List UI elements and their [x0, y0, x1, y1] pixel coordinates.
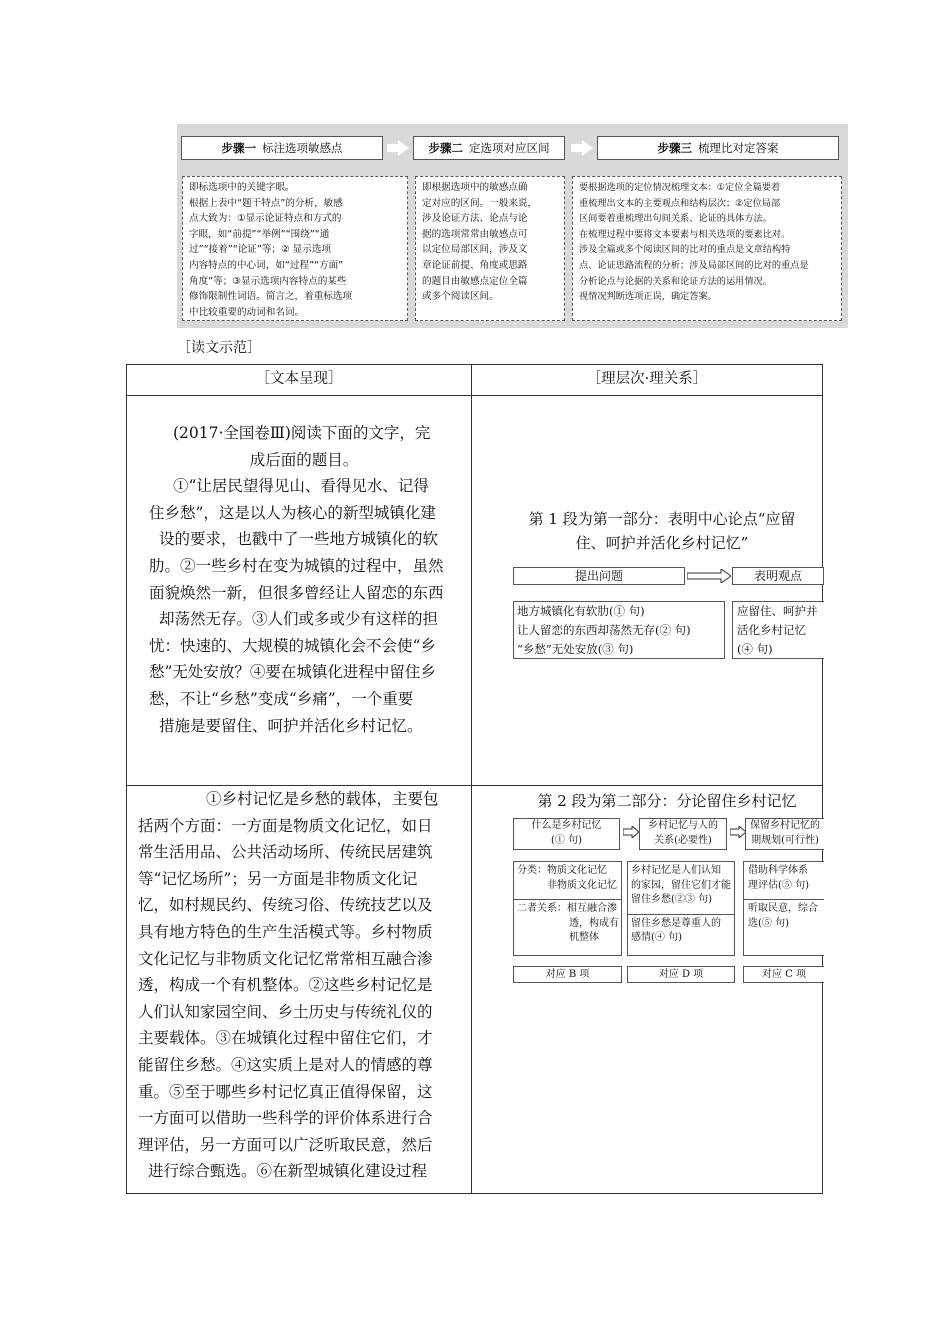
step2-header — [413, 136, 565, 160]
passage-line: (2017·全国卷Ⅲ)阅读下面的文字，完 — [173, 424, 431, 442]
box-line: 机整体 — [569, 932, 599, 943]
step2-title: 定选项对应区间 — [469, 141, 550, 155]
step3-body — [572, 176, 842, 321]
passage-line: 忧：快速的、大规模的城镇化会不会使“乡 — [149, 636, 436, 655]
option-c-box: 对应 C 项 — [743, 966, 824, 983]
passage-line: 进行综合甄选。⑥在新型城镇化建设过程 — [148, 1162, 428, 1181]
box-line: 留住乡愁(②③ 句) — [631, 894, 712, 905]
step1-line: 点大致为：①显示论证特点和方式的 — [189, 213, 342, 225]
raise-question-box: 提出问题 — [513, 567, 685, 585]
what-is-memory-box — [513, 818, 620, 850]
passage-line: 成后面的题目。 — [249, 450, 359, 469]
box-line: 的家园，留住它们才能 — [631, 879, 731, 891]
arrow-right-icon — [571, 140, 593, 156]
passage-line: 常生活用品、公共活动场所、传统民居建筑 — [138, 843, 433, 862]
step2-line: 的题目由敏感点定位全篇 — [422, 275, 528, 287]
arrow-right-icon — [687, 569, 731, 579]
box-line: (① 句) — [551, 834, 582, 846]
step1-line: 内容特点的中心词，如“过程”“方面” — [189, 259, 344, 271]
box-line: 非物质文化记忆 — [547, 879, 617, 891]
view-line: 应留住、呵护并 — [737, 604, 818, 618]
step3-line: 涉及全篇或多个阅读区间的比对的重点是文章结构特 — [579, 244, 791, 256]
box-line: 关系(必要性) — [654, 834, 712, 846]
row-divider — [127, 395, 822, 396]
step2-line: 章论证前提、角度或思路 — [422, 259, 528, 271]
part2-summary: 第 2 段为第二部分：分论留住乡村记忆 — [537, 792, 797, 810]
step2-line: 以定位局部区间，涉及文 — [422, 244, 528, 256]
summary-line: 第 1 段为第一部分：表明中心论点“应留 — [528, 510, 796, 528]
reading-table — [126, 364, 823, 1194]
col1-header: ［文本呈现］ — [255, 371, 343, 387]
memory-meaning-box — [627, 861, 735, 956]
step3-line: 要根据选项的定位情况梳理文本：①定位全篇要着 — [579, 182, 781, 193]
step1-line: 根据上表中“题干特点”的分析，敏感 — [189, 197, 343, 209]
step2-line: 据的选项常常由敏感点可 — [422, 228, 528, 240]
planning-box — [745, 818, 824, 850]
box-line: 什么是乡村记忆 — [531, 820, 602, 831]
arrow-right-icon — [387, 140, 409, 156]
step1-tag: 步骤一 — [221, 141, 256, 155]
step2-line: 或多个阅读区间。 — [422, 291, 499, 303]
passage-line: 忆，如村规民约、传统习俗、传统技艺以及 — [138, 896, 433, 915]
step3-header — [597, 136, 839, 160]
step1-line: 修饰限制性词语。简言之，着重标选项 — [189, 291, 353, 303]
step1-line: 中比较重要的动词和名词。 — [189, 306, 305, 318]
example-label: ［读文示范］ — [177, 340, 261, 356]
passage-line: 透，构成一个有机整体。②这些乡村记忆是 — [138, 976, 433, 995]
problem-line: 地方城镇化有软肋(① 句) — [517, 604, 645, 618]
col2-header: ［理层次·理关系］ — [586, 371, 708, 387]
box-line: 期规划(可行性) — [751, 834, 819, 846]
passage-paragraph-2 — [138, 786, 460, 1185]
option-d-box: 对应 D 项 — [627, 966, 735, 983]
passage-paragraph-1 — [149, 420, 459, 739]
passage-line: 却荡然无存。③人们或多或少有这样的担 — [159, 610, 439, 629]
option-b-box: 对应 B 项 — [513, 966, 622, 983]
box-line: 理评估(⑤ 句) — [748, 879, 809, 891]
step3-line: 点、论证思路流程的分析；涉及局部区间的比对的重点是 — [579, 259, 809, 271]
passage-line: 肋。②一些乡村在变为城镇的过程中，虽然 — [149, 556, 444, 575]
step1-line: 过”“接着”“论证”等；② 显示选项 — [189, 244, 332, 256]
evaluation-box — [743, 861, 824, 956]
step3-line: 在梳理过程中要将文本要素与相关选项的要素比对。 — [579, 228, 791, 240]
part1-summary — [502, 507, 822, 555]
state-view-box: 表明观点 — [732, 567, 824, 585]
step3-title: 梳理比对定答案 — [698, 141, 779, 155]
passage-line: 重。⑤至于哪些乡村记忆真正值得保留，这 — [138, 1082, 433, 1101]
step2-line: 定对应的区间。一般来说， — [422, 197, 538, 209]
passage-line: 主要载体。③在城镇化过程中留住它们，才 — [138, 1029, 433, 1048]
view-line: (④ 句) — [737, 642, 773, 656]
passage-line: 一方面可以借助一些科学的评价体系进行合 — [138, 1109, 433, 1128]
steps-banner — [177, 124, 848, 328]
box-line: 透，构成有 — [569, 917, 619, 929]
problem-line: 让人留恋的东西却荡然无存(② 句) — [517, 623, 691, 637]
passage-line: 住乡愁”，这是以人为核心的新型城镇化建 — [149, 503, 436, 522]
arrow-right-icon — [730, 826, 746, 836]
step1-body — [182, 176, 408, 321]
step3-line: 分析论点与论据的关系和论证方法的运用情况。 — [579, 275, 772, 287]
step1-line: 角度”等；③显示选项内容特点的某些 — [189, 275, 347, 287]
step2-line: 涉及论证方法、论点与论 — [422, 213, 528, 225]
step2-line: 即根据选项中的敏感点确 — [422, 182, 528, 193]
passage-line: 理评估，另一方面可以广泛听取民意，然后 — [138, 1135, 433, 1154]
passage-line: 措施是要留住、呵护并活化乡村记忆。 — [159, 716, 423, 735]
box-line: 听取民意，综合 — [748, 903, 818, 914]
view-details-box — [732, 601, 824, 659]
passage-line: ①“让居民望得见山、看得见水、记得 — [173, 477, 429, 496]
box-line: 二者关系：相互融合渗 — [517, 903, 617, 914]
passage-line: 面貌焕然一新，但很多曾经让人留恋的东西 — [149, 583, 444, 602]
step3-line: 区间要着重梳理出句间关系、论证的具体方法。 — [579, 213, 772, 225]
passage-line: ①乡村记忆是乡愁的载体，主要包 — [206, 790, 439, 808]
passage-line: 括两个方面：一方面是物质文化记忆，如日 — [138, 816, 433, 835]
passage-line: 文化记忆与非物质文化记忆常常相互融合渗 — [138, 949, 433, 968]
box-line: 保留乡村记忆的 — [750, 820, 820, 831]
passage-line: 能留住乡愁。④这实质上是对人的情感的尊 — [138, 1055, 433, 1074]
problem-line: “乡愁”无处安放(③ 句) — [517, 642, 634, 656]
summary-line: 住、呵护并活化乡村记忆” — [575, 534, 749, 552]
box-line: 选(⑤ 句) — [748, 917, 789, 929]
step1-line: 字眼，如“前提”“举例”“围绕”“通 — [189, 228, 330, 240]
passage-line: 愁”无处安放？④要在城镇化进程中留住乡 — [149, 663, 436, 682]
box-line: 留住乡愁是尊重人的 — [631, 917, 721, 929]
step3-line: 重梳理出文本的主要观点和结构层次；②定位局部 — [579, 197, 781, 209]
box-line: 乡村记忆是人们认知 — [631, 865, 721, 876]
problem-details-box — [513, 601, 725, 659]
step3-tag: 步骤三 — [657, 141, 692, 155]
step3-line: 视情况判断选项正误，确定答案。 — [579, 291, 717, 303]
box-line: 借助科学体系 — [748, 865, 808, 876]
memory-types-box — [513, 861, 622, 956]
box-line: 感情(④ 句) — [631, 932, 682, 943]
column-divider — [471, 365, 472, 1193]
view-line: 活化乡村记忆 — [737, 623, 806, 637]
passage-line: 等“记忆场所”；另一方面是非物质文化记 — [138, 869, 418, 888]
passage-line: 具有地方特色的生产生活模式等。乡村物质 — [138, 922, 433, 941]
passage-line: 愁，不让“乡愁”变成“乡痛”，一个重要 — [149, 689, 414, 708]
box-line: 乡村记忆与人的 — [648, 820, 718, 831]
step1-title: 标注选项敏感点 — [262, 141, 343, 155]
step1-header — [181, 136, 383, 160]
passage-line: 设的要求，也戳中了一些地方城镇化的软 — [159, 530, 439, 549]
passage-line: 人们认知家园空间、乡土历史与传统礼仪的 — [138, 1002, 433, 1021]
box-line: 分类：物质文化记忆 — [517, 865, 607, 876]
step2-body — [415, 176, 565, 321]
arrow-right-icon — [623, 826, 639, 836]
step2-tag: 步骤二 — [428, 141, 463, 155]
step1-line: 即标选项中的关键字眼。 — [189, 182, 295, 193]
memory-relation-box — [639, 818, 727, 850]
